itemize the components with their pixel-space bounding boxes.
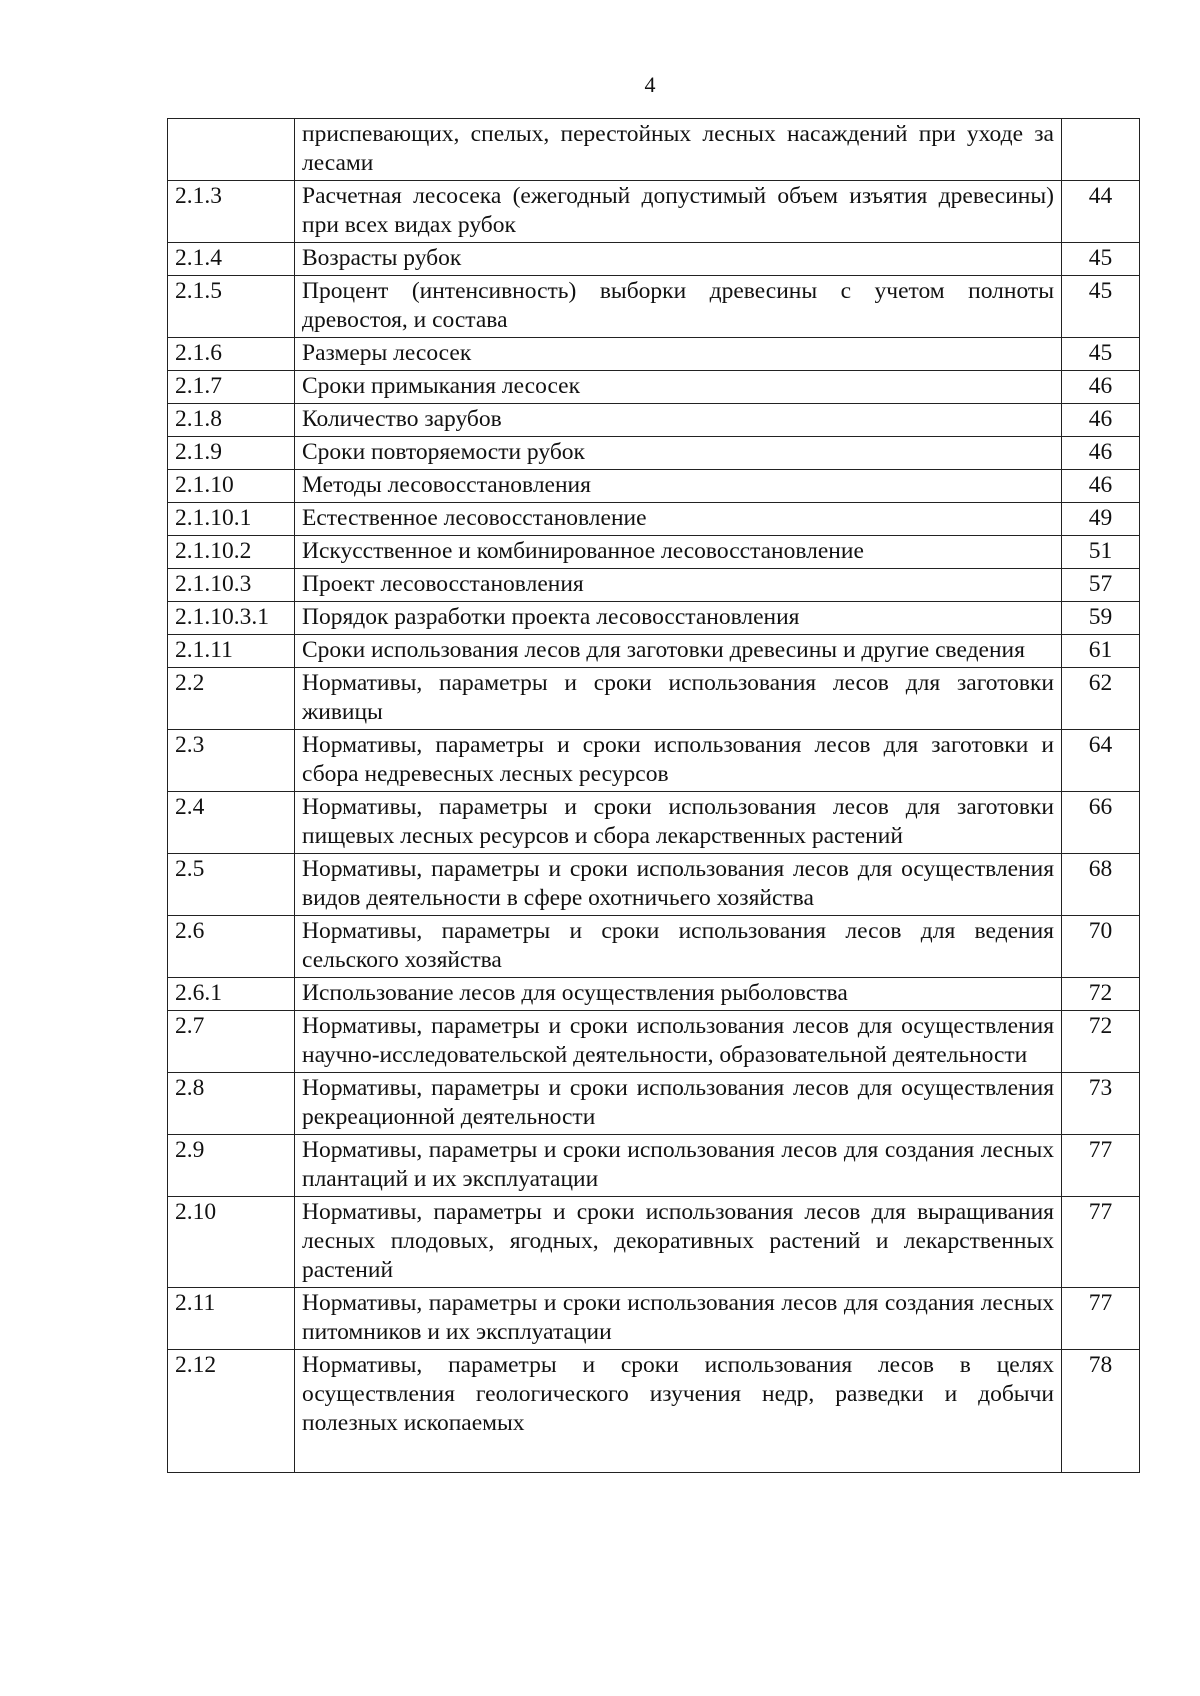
- page-ref: 46: [1062, 470, 1140, 503]
- page-ref: 46: [1062, 437, 1140, 470]
- section-title: Искусственное и комбинированное лесовосстановление: [295, 536, 1062, 569]
- section-title: Нормативы, параметры и сроки использования лесов для заготовки живицы: [295, 668, 1062, 730]
- section-number: 2.1.8: [168, 404, 295, 437]
- section-number: 2.6: [168, 916, 295, 978]
- section-number: 2.1.10.1: [168, 503, 295, 536]
- table-row: [168, 437, 1140, 470]
- page-ref: 45: [1062, 243, 1140, 276]
- table-row: [168, 1350, 1140, 1473]
- table-row: [168, 1288, 1140, 1350]
- table-row: [168, 276, 1140, 338]
- section-number: 2.1.5: [168, 276, 295, 338]
- page-ref: 77: [1062, 1135, 1140, 1197]
- table-row: [168, 916, 1140, 978]
- table-row: [168, 602, 1140, 635]
- table-row: [168, 338, 1140, 371]
- page-ref: [1062, 119, 1140, 181]
- page-ref: 45: [1062, 338, 1140, 371]
- page-ref: 68: [1062, 854, 1140, 916]
- section-number: 2.10: [168, 1197, 295, 1288]
- page-ref: 61: [1062, 635, 1140, 668]
- section-number: 2.1.3: [168, 181, 295, 243]
- section-number: 2.7: [168, 1011, 295, 1073]
- section-title: Нормативы, параметры и сроки использования лесов для создания лесных плантаций и их эксплуатации: [295, 1135, 1062, 1197]
- section-title: Нормативы, параметры и сроки использования лесов для ведения сельского хозяйства: [295, 916, 1062, 978]
- section-title: Нормативы, параметры и сроки использования лесов для осуществления рекреационной деятельности: [295, 1073, 1062, 1135]
- section-title: Проект лесовосстановления: [295, 569, 1062, 602]
- page-ref: 70: [1062, 916, 1140, 978]
- section-number: 2.1.7: [168, 371, 295, 404]
- section-number: 2.2: [168, 668, 295, 730]
- table-row: [168, 1197, 1140, 1288]
- section-title: Нормативы, параметры и сроки использования лесов для заготовки пищевых лесных ресурсов и сбора лекарственных растений: [295, 792, 1062, 854]
- section-number: 2.11: [168, 1288, 295, 1350]
- section-title: приспевающих, спелых, перестойных лесных насаждений при уходе за лесами: [295, 119, 1062, 181]
- table-row: [168, 536, 1140, 569]
- page-ref: 72: [1062, 1011, 1140, 1073]
- section-title: Размеры лесосек: [295, 338, 1062, 371]
- section-title: Использование лесов для осуществления рыболовства: [295, 978, 1062, 1011]
- page-ref: 44: [1062, 181, 1140, 243]
- table-row: [168, 404, 1140, 437]
- section-title: Нормативы, параметры и сроки использования лесов для осуществления научно-исследовательской деятельности, образовательной деятельности: [295, 1011, 1062, 1073]
- page-ref: 51: [1062, 536, 1140, 569]
- section-title: Порядок разработки проекта лесовосстановления: [295, 602, 1062, 635]
- section-number: 2.1.10.3: [168, 569, 295, 602]
- section-number: 2.6.1: [168, 978, 295, 1011]
- section-number: 2.1.10.3.1: [168, 602, 295, 635]
- page-ref: 77: [1062, 1197, 1140, 1288]
- section-number: 2.4: [168, 792, 295, 854]
- table-row: [168, 119, 1140, 181]
- section-number: 2.1.11: [168, 635, 295, 668]
- table-row: [168, 503, 1140, 536]
- section-title: Количество зарубов: [295, 404, 1062, 437]
- table-row: [168, 1011, 1140, 1073]
- table-row: [168, 470, 1140, 503]
- page-number: 4: [644, 72, 656, 97]
- page-ref: 49: [1062, 503, 1140, 536]
- page-ref: 62: [1062, 668, 1140, 730]
- section-title: Нормативы, параметры и сроки использования лесов для заготовки и сбора недревесных лесных ресурсов: [295, 730, 1062, 792]
- section-title: Методы лесовосстановления: [295, 470, 1062, 503]
- section-number: [168, 119, 295, 181]
- table-row: [168, 569, 1140, 602]
- page-ref: 57: [1062, 569, 1140, 602]
- page-ref: 59: [1062, 602, 1140, 635]
- section-title: Сроки примыкания лесосек: [295, 371, 1062, 404]
- section-title: Нормативы, параметры и сроки использования лесов для создания лесных питомников и их эксплуатации: [295, 1288, 1062, 1350]
- page-ref: 46: [1062, 371, 1140, 404]
- table-of-contents: [167, 118, 1140, 1473]
- section-number: 2.1.10: [168, 470, 295, 503]
- section-title: Сроки использования лесов для заготовки древесины и другие сведения: [295, 635, 1062, 668]
- table-row: [168, 1073, 1140, 1135]
- table-row: [168, 792, 1140, 854]
- section-title: Расчетная лесосека (ежегодный допустимый объем изъятия древесины) при всех видах рубок: [295, 181, 1062, 243]
- section-number: 2.8: [168, 1073, 295, 1135]
- page-ref: 64: [1062, 730, 1140, 792]
- table-row: [168, 243, 1140, 276]
- page-ref: 66: [1062, 792, 1140, 854]
- page-ref: 46: [1062, 404, 1140, 437]
- table-row: [168, 854, 1140, 916]
- section-title: Естественное лесовосстановление: [295, 503, 1062, 536]
- table-row: [168, 181, 1140, 243]
- table-row: [168, 635, 1140, 668]
- page-ref: 77: [1062, 1288, 1140, 1350]
- page-ref: 73: [1062, 1073, 1140, 1135]
- section-number: 2.5: [168, 854, 295, 916]
- section-number: 2.3: [168, 730, 295, 792]
- section-title: Возрасты рубок: [295, 243, 1062, 276]
- section-title: Процент (интенсивность) выборки древесины с учетом полноты древостоя, и состава: [295, 276, 1062, 338]
- section-title: Нормативы, параметры и сроки использования лесов для осуществления видов деятельности в сфере охотничьего хозяйства: [295, 854, 1062, 916]
- section-number: 2.1.10.2: [168, 536, 295, 569]
- section-number: 2.12: [168, 1350, 295, 1473]
- page-ref: 78: [1062, 1350, 1140, 1473]
- section-number: 2.1.6: [168, 338, 295, 371]
- toc-body: [168, 119, 1140, 1473]
- table-row: [168, 1135, 1140, 1197]
- section-title: Сроки повторяемости рубок: [295, 437, 1062, 470]
- page-ref: 45: [1062, 276, 1140, 338]
- section-number: 2.9: [168, 1135, 295, 1197]
- table-row: [168, 730, 1140, 792]
- table-row: [168, 668, 1140, 730]
- page-ref: 72: [1062, 978, 1140, 1011]
- section-title: Нормативы, параметры и сроки использования лесов для выращивания лесных плодовых, ягодных, декоративных растений и лекарственных растений: [295, 1197, 1062, 1288]
- table-row: [168, 978, 1140, 1011]
- section-number: 2.1.9: [168, 437, 295, 470]
- table-row: [168, 371, 1140, 404]
- section-number: 2.1.4: [168, 243, 295, 276]
- section-title: Нормативы, параметры и сроки использования лесов в целях осуществления геологического изучения недр, разведки и добычи полезных ископаемых: [295, 1350, 1062, 1473]
